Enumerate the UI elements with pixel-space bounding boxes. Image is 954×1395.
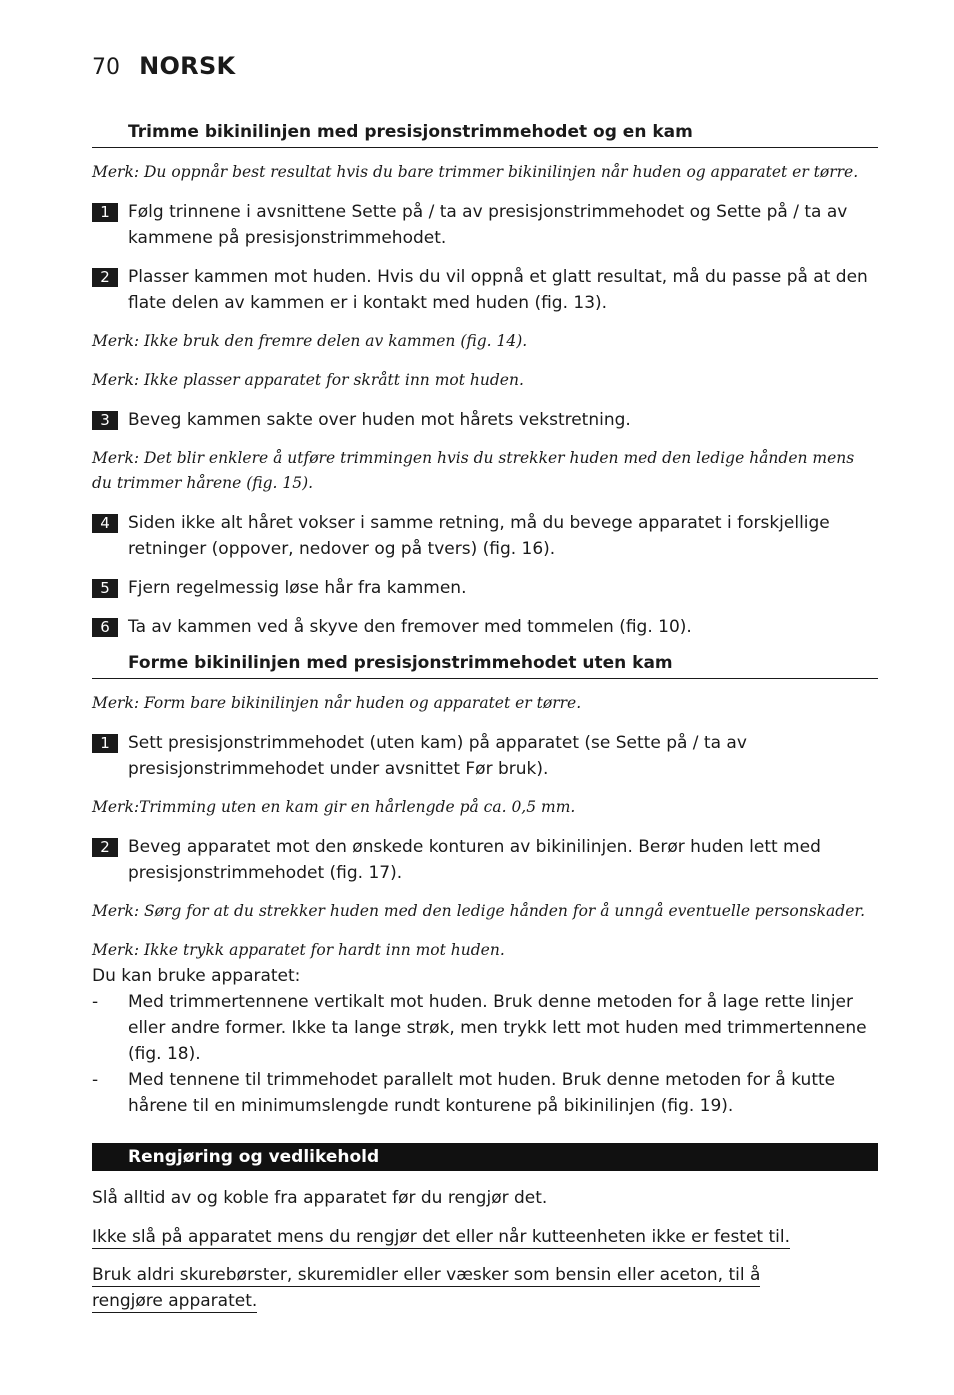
step-text: Beveg apparatet mot den ønskede konturen av bikinilinjen. Berør huden lett med presisjonstrimmehodet (fig. 17). <box>128 837 821 883</box>
bullet-text: Med tennene til trimmehodet parallelt mot huden. Bruk denne metoden for å kutte hårene til en minimumslengde rundt konturene på bikinilinjen (fig. 19). <box>128 1070 836 1116</box>
step-item <box>92 834 878 886</box>
cleaning-intro: Slå alltid av og koble fra apparatet før du rengjør det. <box>92 1188 548 1208</box>
section-heading-shape-without-comb: Forme bikinilinjen med presisjonstrimmehodet uten kam <box>92 653 878 679</box>
language-title: NORSK <box>139 52 236 80</box>
step-text: Følg trinnene i avsnittene Sette på / ta av presisjonstrimmehodet og Sette på / ta av kammene på presisjonstrimmehodet. <box>128 202 848 248</box>
step-text: Plasser kammen mot huden. Hvis du vil oppnå et glatt resultat, må du passe på at den flate delen av kammen er i kontakt med huden (fig. 13). <box>128 267 868 313</box>
step-number: 1 <box>92 734 118 753</box>
step-number: 5 <box>92 579 118 598</box>
warning-underlined: Ikke slå på apparatet mens du rengjør det eller når kutteenheten ikke er festet til. <box>92 1227 791 1247</box>
section-heading-trim-with-comb: Trimme bikinilinjen med presisjonstrimmehodet og en kam <box>92 122 878 148</box>
step-number: 1 <box>92 203 118 222</box>
note: Merk: Du oppnår best resultat hvis du bare trimmer bikinilinjen når huden og apparatet er tørre. <box>92 163 859 181</box>
step-item <box>92 730 878 782</box>
usage-intro: Du kan bruke apparatet: <box>92 966 301 986</box>
page-number: 70 <box>92 55 120 80</box>
note: Merk: Sørg for at du strekker huden med den ledige hånden for å unngå eventuelle personskader. <box>92 902 866 920</box>
bullet-text: Med trimmertennene vertikalt mot huden. Bruk denne metoden for å lage rette linjer eller andre former. Ikke ta lange strøk, men trykk lett mot huden med trimmertennene (fig. 18). <box>128 992 867 1064</box>
step-number: 4 <box>92 514 118 533</box>
note: Merk: Det blir enklere å utføre trimmingen hvis du strekker huden med den ledige hånden mens du trimmer hårene (fig. 15). <box>92 449 855 492</box>
step-text: Ta av kammen ved å skyve den fremover med tommelen (fig. 10). <box>128 617 692 637</box>
note: Merk: Ikke plasser apparatet for skrått inn mot huden. <box>92 371 524 389</box>
bullet-dash: - <box>92 1070 99 1090</box>
note: Merk: Form bare bikinilinjen når huden og apparatet er tørre. <box>92 694 582 712</box>
list-item <box>92 1067 878 1119</box>
warning-underlined: Bruk aldri skurebørster, skuremidler eller væsker som bensin eller aceton, til å <box>92 1265 761 1285</box>
step-item <box>92 575 878 601</box>
step-item <box>92 199 878 251</box>
step-item <box>92 264 878 316</box>
step-text: Siden ikke alt håret vokser i samme retning, må du bevege apparatet i forskjellige retninger (oppover, nedover og på tvers) (fig. 16). <box>128 513 830 559</box>
page-content <box>92 122 878 1326</box>
step-number: 3 <box>92 411 118 430</box>
step-number: 2 <box>92 838 118 857</box>
warning-text <box>92 1224 878 1250</box>
step-text: Beveg kammen sakte over huden mot hårets vekstretning. <box>128 410 631 430</box>
note: Merk: Ikke bruk den fremre delen av kammen (fig. 14). <box>92 332 528 350</box>
step-item <box>92 510 878 562</box>
list-item <box>92 989 878 1067</box>
warning-underlined: rengjøre apparatet. <box>92 1291 258 1311</box>
step-number: 2 <box>92 268 118 287</box>
section-heading-cleaning: Rengjøring og vedlikehold <box>92 1143 878 1171</box>
step-number: 6 <box>92 618 118 637</box>
step-text: Sett presisjonstrimmehodet (uten kam) på apparatet (se Sette på / ta av presisjonstrimmehodet under avsnittet Før bruk). <box>128 733 747 779</box>
note: Merk:Trimming uten en kam gir en hårlengde på ca. 0,5 mm. <box>92 798 576 816</box>
page-header <box>92 52 235 86</box>
note: Merk: Ikke trykk apparatet for hardt inn mot huden. <box>92 941 505 959</box>
step-text: Fjern regelmessig løse hår fra kammen. <box>128 578 467 598</box>
step-item <box>92 614 878 640</box>
step-item <box>92 407 878 433</box>
warning-text <box>92 1262 878 1314</box>
bullet-dash: - <box>92 992 99 1012</box>
